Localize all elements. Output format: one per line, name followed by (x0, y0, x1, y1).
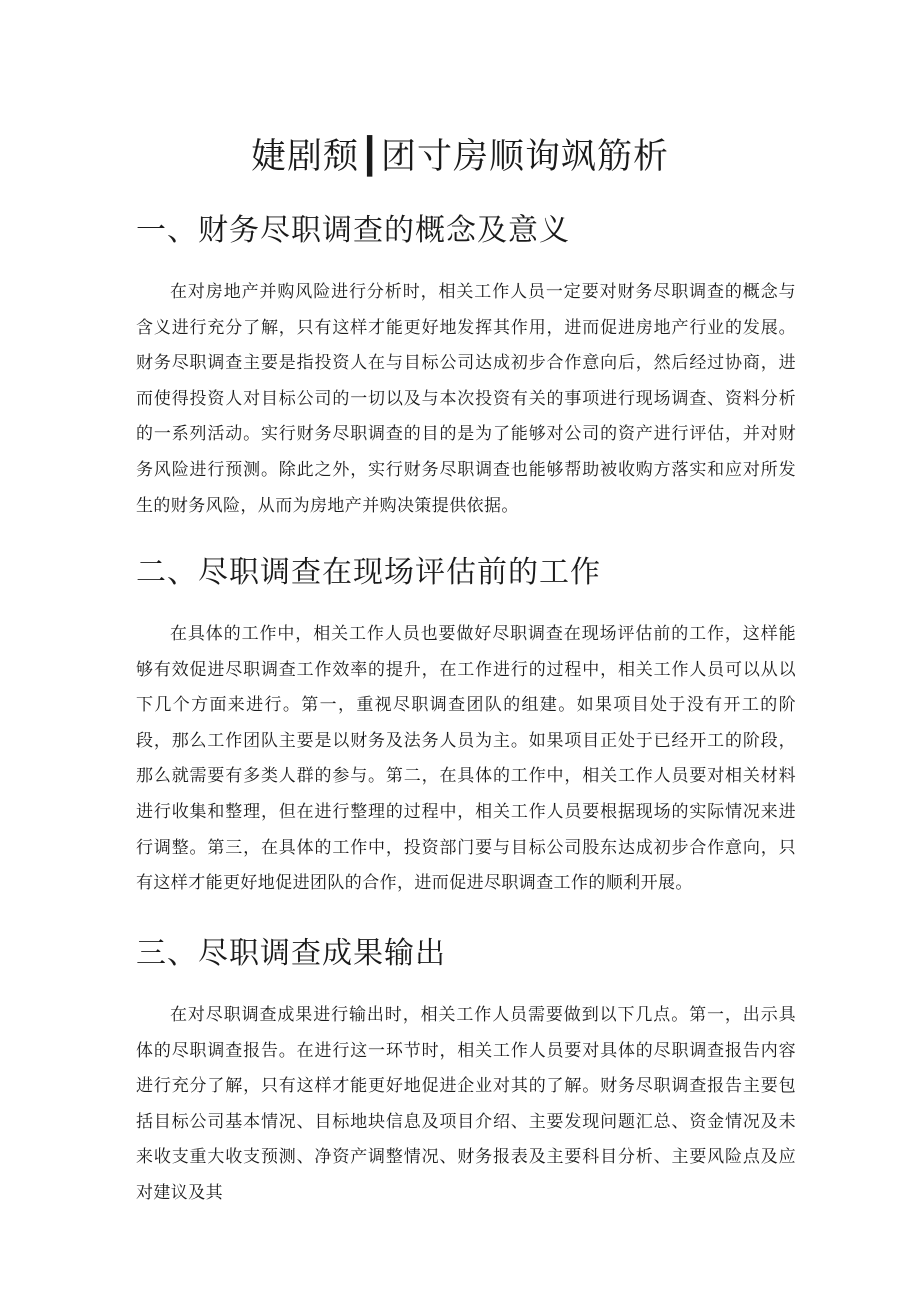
document-title: 婕剧颓┃团寸房顺询飒筋析 (250, 137, 670, 177)
section-heading-3: 三、尽职调查成果输出 (136, 936, 446, 971)
section-heading-1: 一、财务尽职调查的概念及意义 (136, 213, 570, 248)
section-paragraph-3: 在对尽职调查成果进行输出时，相关工作人员需要做到以下几点。第一，出示具体的尽职调查报告。在进行这一环节时，相关工作人员要对具体的尽职调查报告内容进行充分了解，只有这样才能更好地促进企业对其的了解。财务尽职调查报告主要包括目标公司基本情况、目标地块信息及项目介绍、主要发现问题汇总、资金情况及未来收支重大收支预测、净资产调整情况、财务报表及主要科目分析、主要风险点及应对建议及其 (136, 1005, 796, 1203)
section-paragraph-2: 在具体的工作中，相关工作人员也要做好尽职调查在现场评估前的工作，这样能够有效促进尽职调查工作效率的提升，在工作进行的过程中，相关工作人员可以从以下几个方面来进行。第一，重视尽职调查团队的组建。如果项目处于没有开工的阶段，那么工作团队主要是以财务及法务人员为主。如果项目正处于已经开工的阶段，那么就需要有多类人群的参与。第二，在具体的工作中，相关工作人员要对相关材料进行收集和整理，但在进行整理的过程中，相关工作人员要根据现场的实际情况来进行调整。第三，在具体的工作中，投资部门要与目标公司股东达成初步合作意向，只有这样才能更好地促进团队的合作，进而促进尽职调查工作的顺利开展。 (136, 624, 796, 894)
section-heading-2: 二、尽职调查在现场评估前的工作 (136, 555, 601, 590)
section-paragraph-1: 在对房地产并购风险进行分析时，相关工作人员一定要对财务尽职调查的概念与含义进行充分了解，只有这样才能更好地发挥其作用，进而促进房地产行业的发展。财务尽职调查主要是指投资人在与目标公司达成初步合作意向后，然后经过协商，进而使得投资人对目标公司的一切以及与本次投资有关的事项进行现场调查、资料分析的一系列活动。实行财务尽职调查的目的是为了能够对公司的资产进行评估，并对财务风险进行预测。除此之外，实行财务尽职调查也能够帮助被收购方落实和应对所发生的财务风险，从而为房地产并购决策提供依据。 (136, 282, 796, 516)
